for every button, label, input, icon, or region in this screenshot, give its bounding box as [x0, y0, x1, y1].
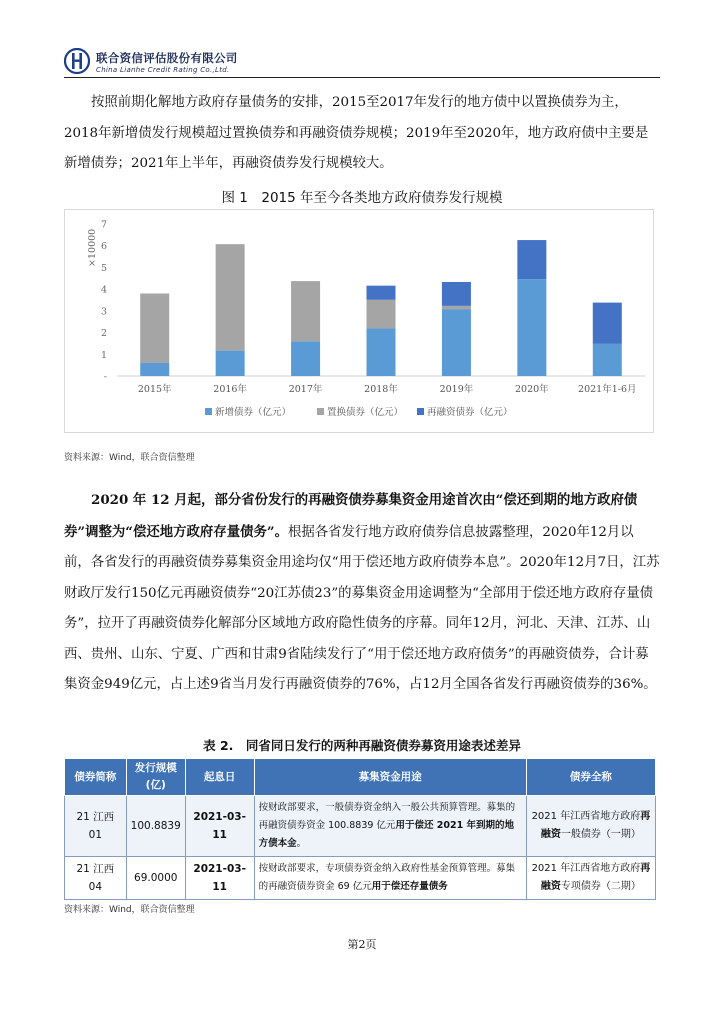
company-name-cn: 联合资信评估股份有限公司 [96, 51, 238, 65]
y-axis-label: ×10000 [87, 228, 98, 267]
x-tick-label: 2016年 [213, 384, 247, 395]
header-full-name: 债券全称 [526, 759, 655, 796]
header-short-name: 债券简称 [65, 759, 127, 796]
y-tick-label: - [103, 371, 107, 383]
x-tick-label: 2021年1-6月 [578, 384, 637, 395]
bar-segment [442, 282, 471, 306]
bar-segment [367, 328, 396, 376]
cell-full-name [526, 857, 655, 900]
figure-title: 图 1 2015 年至今各类地方政府债券发行规模 [221, 190, 503, 206]
fullname-part1: 2021 年江西省地方政府 [531, 811, 641, 822]
bar-segment [593, 344, 622, 376]
bar-segment [216, 351, 245, 376]
body-paragraph-2 [64, 485, 660, 701]
bar-segment [593, 303, 622, 344]
fullname-bold: 再融资 [540, 863, 651, 892]
y-tick-label: 3 [100, 306, 107, 318]
usage-bold: 用于偿还 2021 年到期的地方债本金 [258, 820, 514, 849]
chart-container [64, 209, 654, 433]
cell-full-name [526, 796, 655, 857]
table-header-row [65, 759, 656, 796]
fullname-part1: 2021 年江西省地方政府 [531, 863, 641, 874]
bar-segment [442, 306, 471, 309]
fullname-part2: 专项债券（二期） [560, 881, 641, 892]
fullname-bold: 再融资 [540, 811, 651, 840]
bar-segment [291, 281, 320, 341]
figure-source: 资料来源：Wind，联合资信整理 [64, 453, 195, 463]
legend-swatch [317, 408, 324, 415]
usage-tail: 。 [296, 838, 307, 849]
para2-bold-lead: 2020 年 12 月起，部分省份发行的再融资债券募集资金用途首次由“偿还到期的地方政府债券”调整为“偿还地方政府存量债务”。 [64, 492, 638, 540]
cell-usage [254, 857, 526, 900]
x-tick-label: 2017年 [288, 384, 323, 395]
bar-segment [442, 309, 471, 376]
usage-bold: 用于偿还存量债务 [371, 881, 448, 892]
y-tick-label: 7 [100, 219, 107, 231]
header-date: 起息日 [185, 759, 254, 796]
y-tick-label: 5 [100, 262, 107, 274]
legend-label: 置换债券（亿元） [327, 407, 404, 418]
x-tick-label: 2015年 [137, 384, 172, 395]
cell-size: 100.8839 [126, 796, 185, 857]
page-number: 第2页 [347, 938, 377, 951]
bar-segment [517, 240, 546, 279]
cell-usage [254, 796, 526, 857]
cell-short-name: 21 江西 01 [65, 796, 127, 857]
fullname-part2: 一般债券（一期） [560, 829, 641, 840]
para2-text: 根据各省发行地方政府债券信息披露整理，2020年12月以前，各省发行的再融资债券募集资金用途均仅“用于偿还地方政府债券本息”。2020年12月7日，江苏财政厅发行150亿元再融资债券“20江苏债23”的募集资金用途调整为“全部用于偿还地方政府存量债务”，拉开了再融资债券化解部分区域地方政府隐性债务的序幕。同年12月，河北、天津、江苏、山西、贵州、山东、宁夏、广西和甘肃9省陆续发行了“用于偿还地方政府债务”的再融资债券，合计募集资金949亿元，占上述9省当月发行再融资债券的76%，占12月全国各省发行再融资债券的36%。 [64, 524, 660, 692]
y-tick-label: 4 [100, 284, 107, 296]
x-tick-label: 2020年 [515, 384, 549, 395]
x-tick-label: 2019年 [439, 384, 474, 395]
bar-segment [291, 341, 320, 376]
table-row [65, 857, 656, 900]
cell-date: 2021-03-11 [185, 857, 254, 900]
header-rule [64, 77, 660, 78]
y-tick-label: 2 [100, 328, 107, 340]
bar-segment [367, 286, 396, 300]
usage-plain: 按财政部要求，专项债券资金纳入政府性基金预算管理。募集的再融资债券资金 69 亿元 [258, 863, 516, 892]
legend-swatch [205, 408, 212, 415]
intro-paragraph: 按照前期化解地方政府存量债务的安排，2015至2017年发行的地方债中以置换债券为主，2018年新增债发行规模超过置换债券和再融资债券规模；2019年至2020年，地方政府债中主要是新增债券；2021年上半年，再融资债券发行规模较大。 [64, 95, 649, 171]
bar-segment [216, 244, 245, 350]
cell-size: 69.0000 [126, 857, 185, 900]
header-usage: 募集资金用途 [254, 759, 526, 796]
table-source: 资料来源：Wind，联合资信整理 [64, 905, 195, 915]
table-row [65, 796, 656, 857]
bar-segment [367, 300, 396, 329]
bar-segment [517, 279, 546, 376]
cell-date: 2021-03-11 [185, 796, 254, 857]
legend-label: 再融资债券（亿元） [427, 407, 513, 418]
bond-usage-table [64, 758, 656, 900]
y-tick-label: 6 [100, 241, 107, 253]
bar-segment [140, 293, 169, 362]
legend-swatch [417, 408, 424, 415]
company-logo-icon [64, 48, 90, 74]
usage-plain: 按财政部要求，一般债券资金纳入一般公共预算管理。募集的再融资债券资金 100.8839 亿元 [258, 802, 516, 831]
x-tick-label: 2018年 [364, 384, 398, 395]
header-size: 发行规模(亿) [126, 759, 185, 796]
bar-segment [140, 363, 169, 376]
legend-label: 新增债券（亿元） [215, 407, 292, 418]
cell-short-name: 21 江西 04 [65, 857, 127, 900]
bond-issuance-chart [65, 210, 655, 434]
y-tick-label: 1 [100, 349, 107, 361]
company-name-en: China Lianhe Credit Rating Co.,Ltd. [96, 66, 230, 74]
table-title: 表 2. 同省同日发行的两种再融资债券募资用途表述差异 [203, 738, 521, 753]
